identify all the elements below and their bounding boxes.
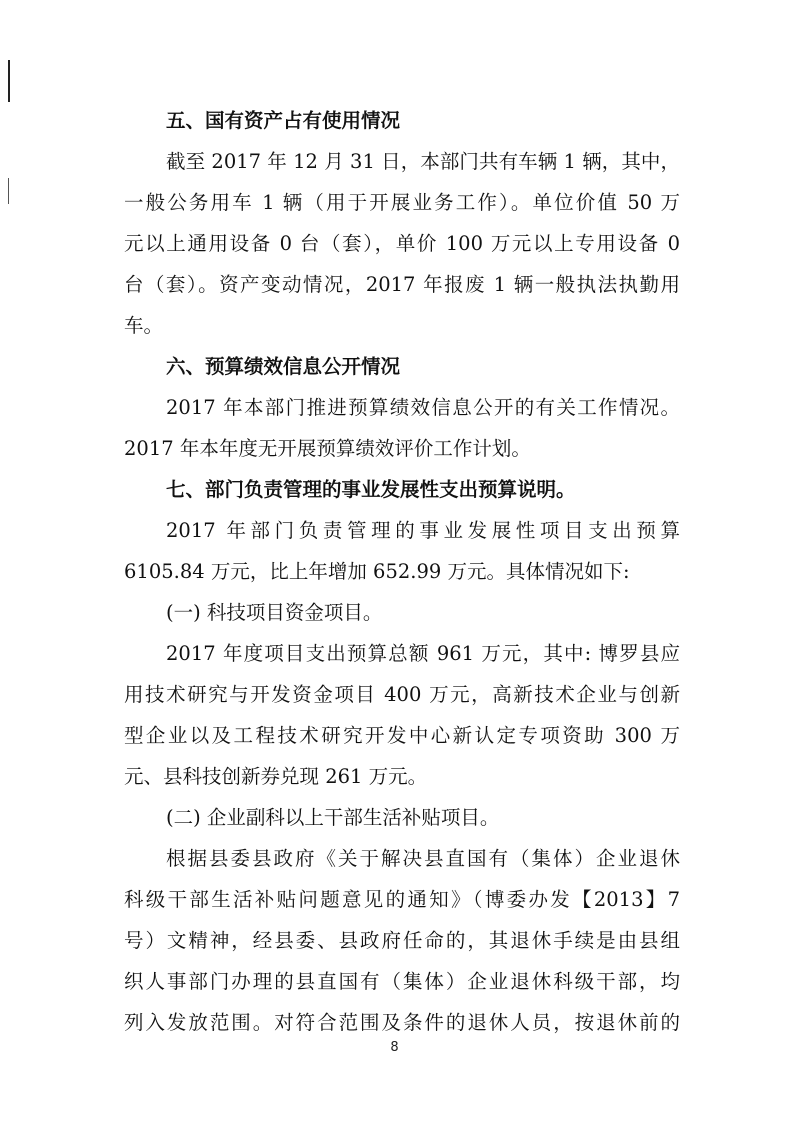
document-body bbox=[124, 100, 680, 1043]
paragraph-line: 元以上通用设备 0 台（套），单价 100 万元以上专用设备 0 bbox=[124, 232, 680, 255]
paragraph-line: 列入发放范围。对符合范围及条件的退休人员，按退休前的 bbox=[124, 1011, 680, 1034]
paragraph-line: 2017 年本年度无开展预算绩效评价工作计划。 bbox=[124, 437, 531, 460]
paragraph-line: 科级干部生活补贴问题意见的通知》（博委办发【2013】7 bbox=[124, 888, 680, 911]
paragraph-line: 号）文精神，经县委、县政府任命的，其退休手续是由县组 bbox=[124, 929, 680, 952]
paragraph-line: 2017 年本部门推进预算绩效信息公开的有关工作情况。 bbox=[166, 396, 680, 419]
subsection-heading-1: (一) 科技项目资金项目。 bbox=[166, 601, 383, 624]
paragraph-line: 截至 2017 年 12 月 31 日，本部门共有车辆 1 辆，其中， bbox=[166, 150, 680, 173]
subsection-heading-2: (二) 企业副科以上干部生活补贴项目。 bbox=[166, 806, 500, 829]
page-number: 8 bbox=[390, 1040, 399, 1055]
paragraph-line: 型企业以及工程技术研究开发中心新认定专项资助 300 万 bbox=[124, 724, 680, 747]
paragraph-line: 2017 年度项目支出预算总额 961 万元，其中: 博罗县应 bbox=[166, 642, 680, 665]
left-margin-mark bbox=[8, 60, 10, 102]
paragraph-line: 台（套）。资产变动情况，2017 年报废 1 辆一般执法执勤用 bbox=[124, 273, 680, 296]
left-margin-mark-small bbox=[8, 178, 9, 204]
paragraph-line: 2017 年部门负责管理的事业发展性项目支出预算 bbox=[166, 519, 680, 542]
section-heading-6: 六、预算绩效信息公开情况 bbox=[166, 355, 401, 378]
paragraph-line: 一般公务用车 1 辆（用于开展业务工作）。单位价值 50 万 bbox=[124, 191, 680, 214]
section-heading-5: 五、国有资产占有使用情况 bbox=[166, 109, 401, 132]
paragraph-line: 车。 bbox=[124, 314, 164, 337]
paragraph-line: 用技术研究与开发资金项目 400 万元，高新技术企业与创新 bbox=[124, 683, 680, 706]
paragraph-line: 元、县科技创新券兑现 261 万元。 bbox=[124, 765, 428, 788]
paragraph-line: 6105.84 万元，比上年增加 652.99 万元。具体情况如下: bbox=[124, 560, 630, 583]
paragraph-line: 织人事部门办理的县直国有（集体）企业退休科级干部，均 bbox=[124, 970, 680, 993]
paragraph-line: 根据县委县政府《关于解决县直国有（集体）企业退休 bbox=[166, 847, 680, 870]
section-heading-7: 七、部门负责管理的事业发展性支出预算说明。 bbox=[166, 478, 576, 501]
